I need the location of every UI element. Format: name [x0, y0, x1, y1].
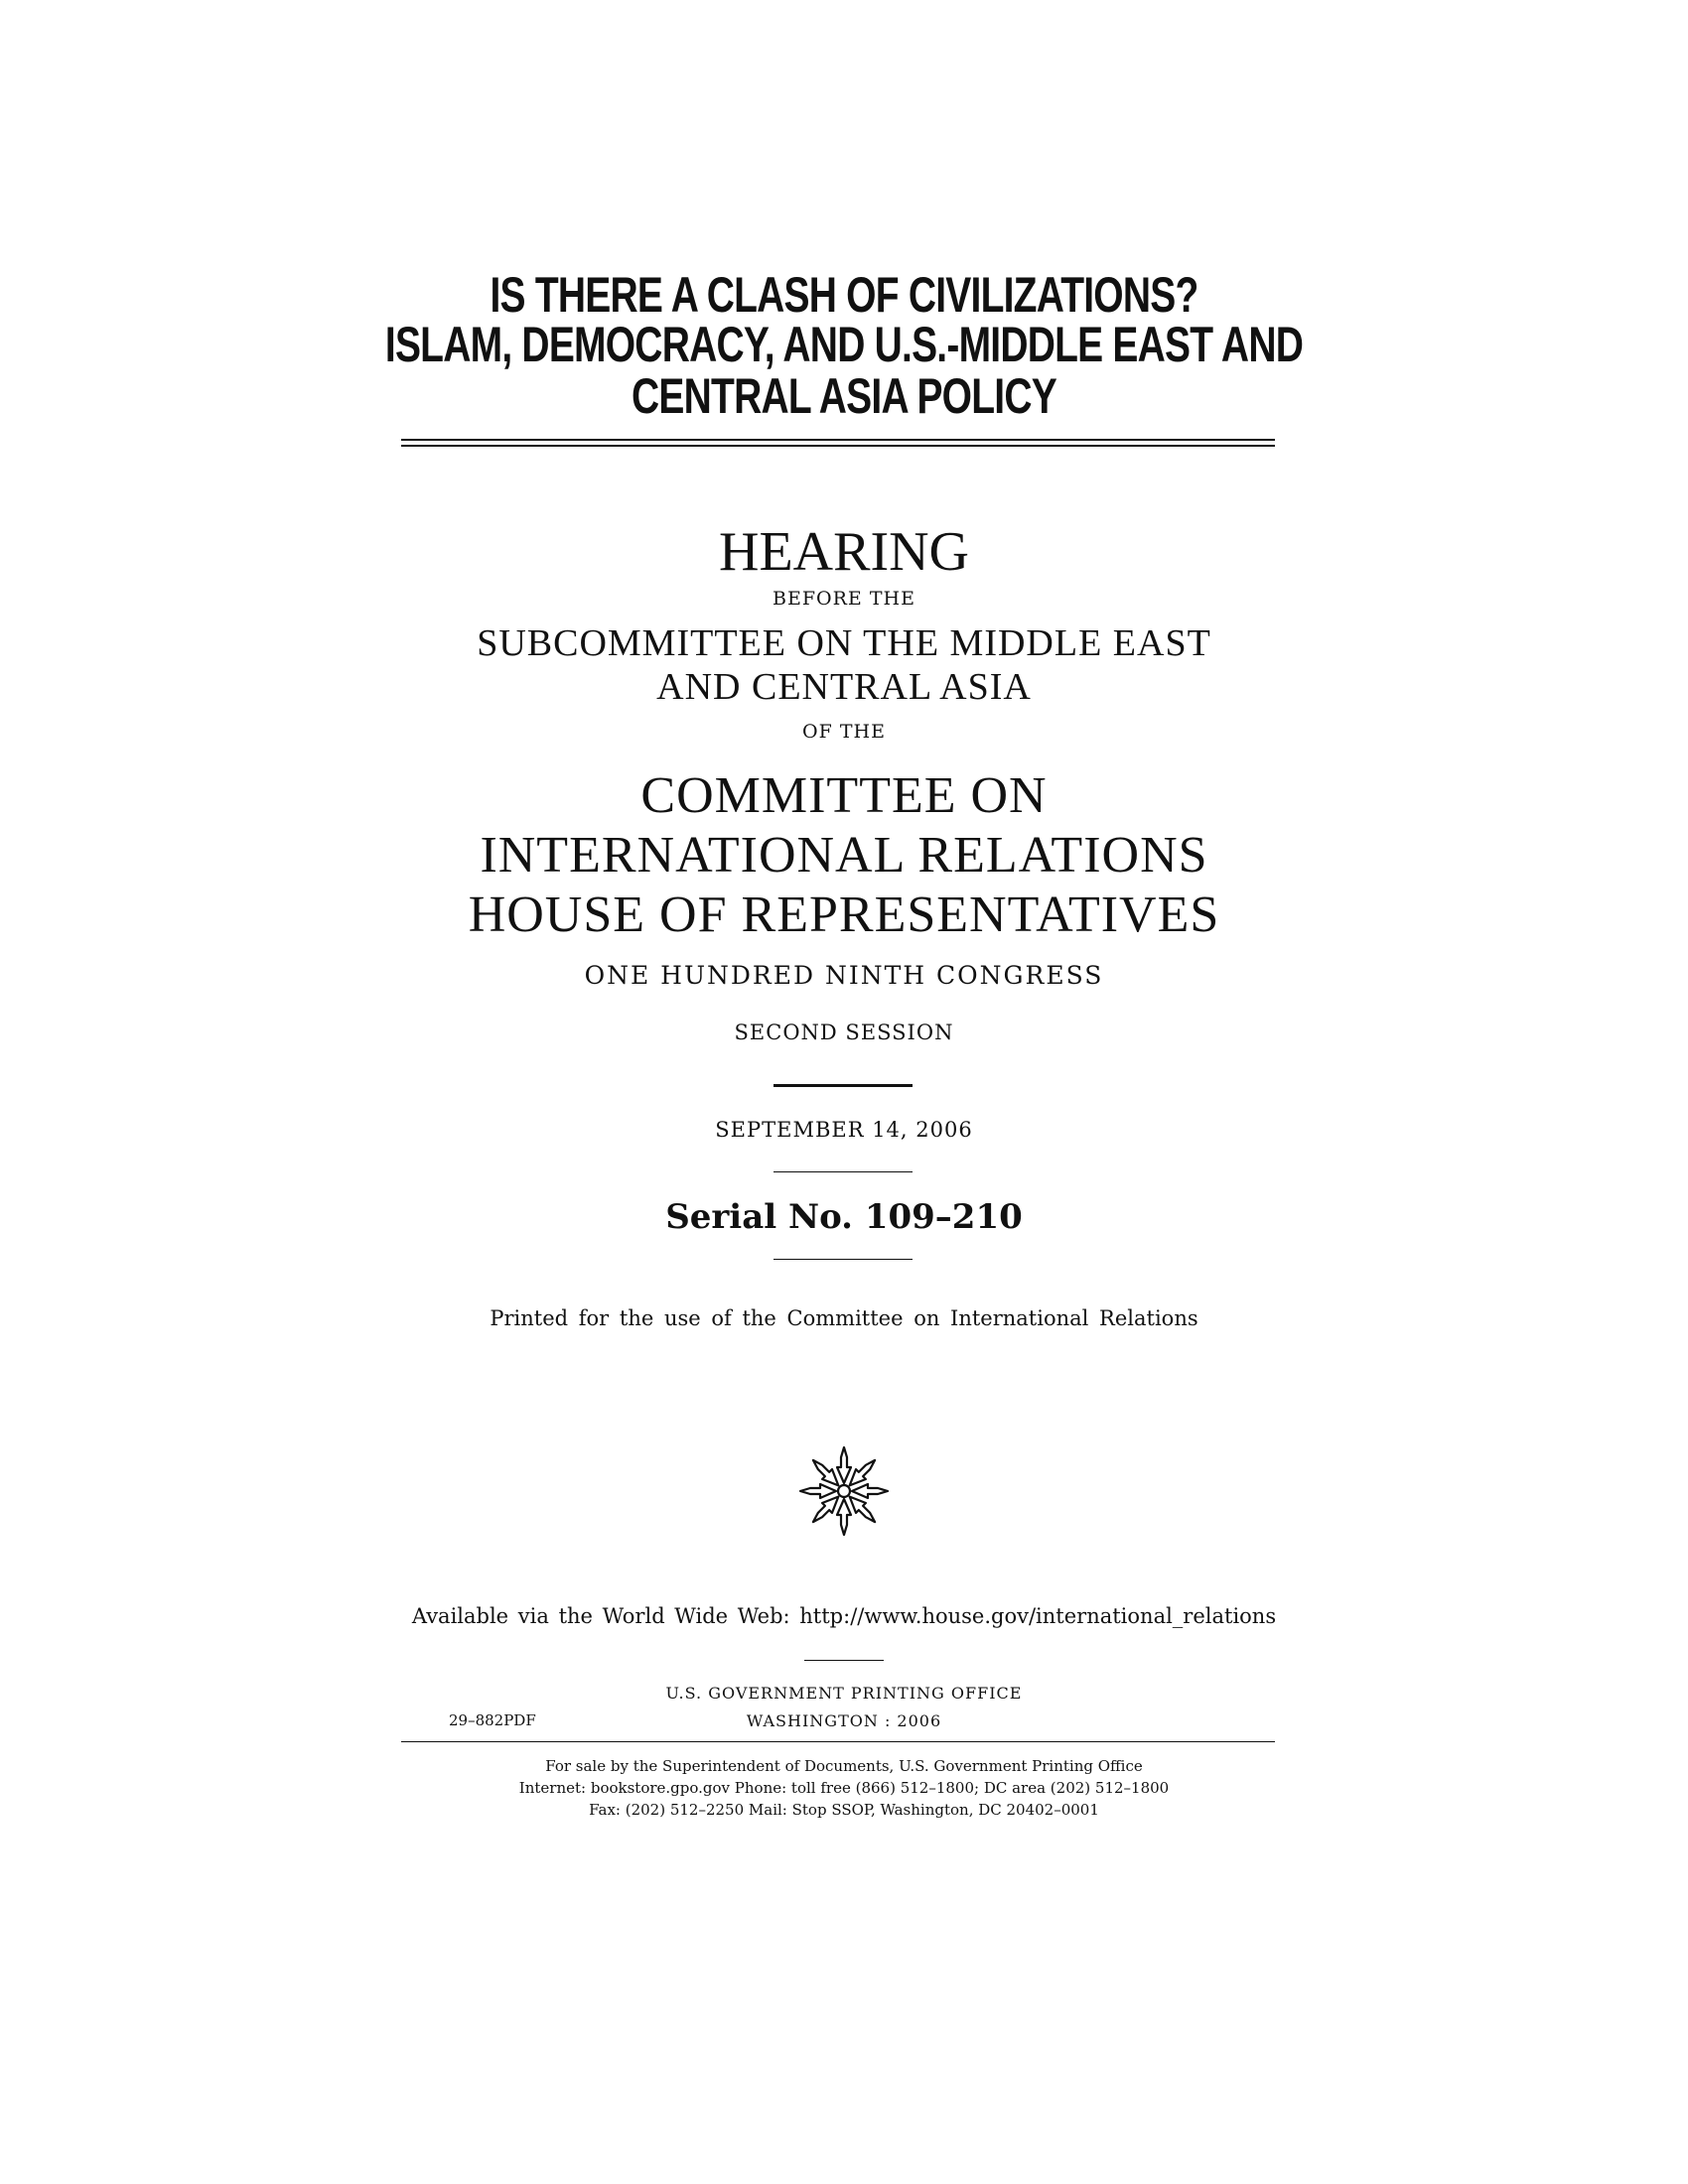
- hearing-heading: HEARING: [719, 521, 969, 583]
- gpo-office-text: U.S. GOVERNMENT PRINTING OFFICE: [665, 1684, 1023, 1703]
- imprint-rule: [401, 1741, 1275, 1742]
- available-rule: [804, 1660, 884, 1661]
- session-text: SECOND SESSION: [734, 1021, 954, 1044]
- document-code: 29–882PDF: [449, 1711, 536, 1729]
- title-rule-bottom: [401, 445, 1275, 447]
- before-the-text: BEFORE THE: [773, 588, 915, 610]
- committee-line-2: INTERNATIONAL RELATIONS: [480, 827, 1208, 884]
- title-line-3: CENTRAL ASIA POLICY: [632, 368, 1056, 424]
- available-url-text: Available via the World Wide Web: http://www.house.gov/international_relations: [411, 1604, 1277, 1628]
- subcommittee-line-1: SUBCOMMITTEE ON THE MIDDLE EAST: [477, 622, 1211, 664]
- imprint-location: WASHINGTON : 2006: [746, 1711, 942, 1730]
- title-rule-top: [401, 439, 1275, 441]
- of-the-text: OF THE: [802, 721, 886, 743]
- gpo-star-emblem-icon: [794, 1441, 894, 1541]
- serial-rule: [774, 1259, 913, 1260]
- committee-line-3: HOUSE OF REPRESENTATIVES: [468, 887, 1220, 943]
- title-line-2: ISLAM, DEMOCRACY, AND U.S.-MIDDLE EAST AND: [384, 317, 1304, 372]
- committee-line-1: COMMITTEE ON: [640, 767, 1048, 824]
- congress-text: ONE HUNDRED NINTH CONGRESS: [584, 961, 1104, 990]
- date-rule: [774, 1171, 913, 1172]
- sale-line-2: Internet: bookstore.gpo.gov Phone: toll free (866) 512–1800; DC area (202) 512–1800: [518, 1779, 1170, 1797]
- sale-line-1: For sale by the Superintendent of Documents, U.S. Government Printing Office: [545, 1757, 1143, 1775]
- hearing-date: SEPTEMBER 14, 2006: [715, 1118, 973, 1142]
- sale-line-3: Fax: (202) 512–2250 Mail: Stop SSOP, Washington, DC 20402–0001: [589, 1801, 1099, 1819]
- subcommittee-line-2: AND CENTRAL ASIA: [656, 666, 1032, 708]
- printed-for-text: Printed for the use of the Committee on International Relations: [490, 1306, 1198, 1330]
- serial-number: Serial No. 109–210: [665, 1197, 1023, 1237]
- session-rule: [774, 1084, 913, 1087]
- title-line-1: IS THERE A CLASH OF CIVILIZATIONS?: [490, 267, 1198, 323]
